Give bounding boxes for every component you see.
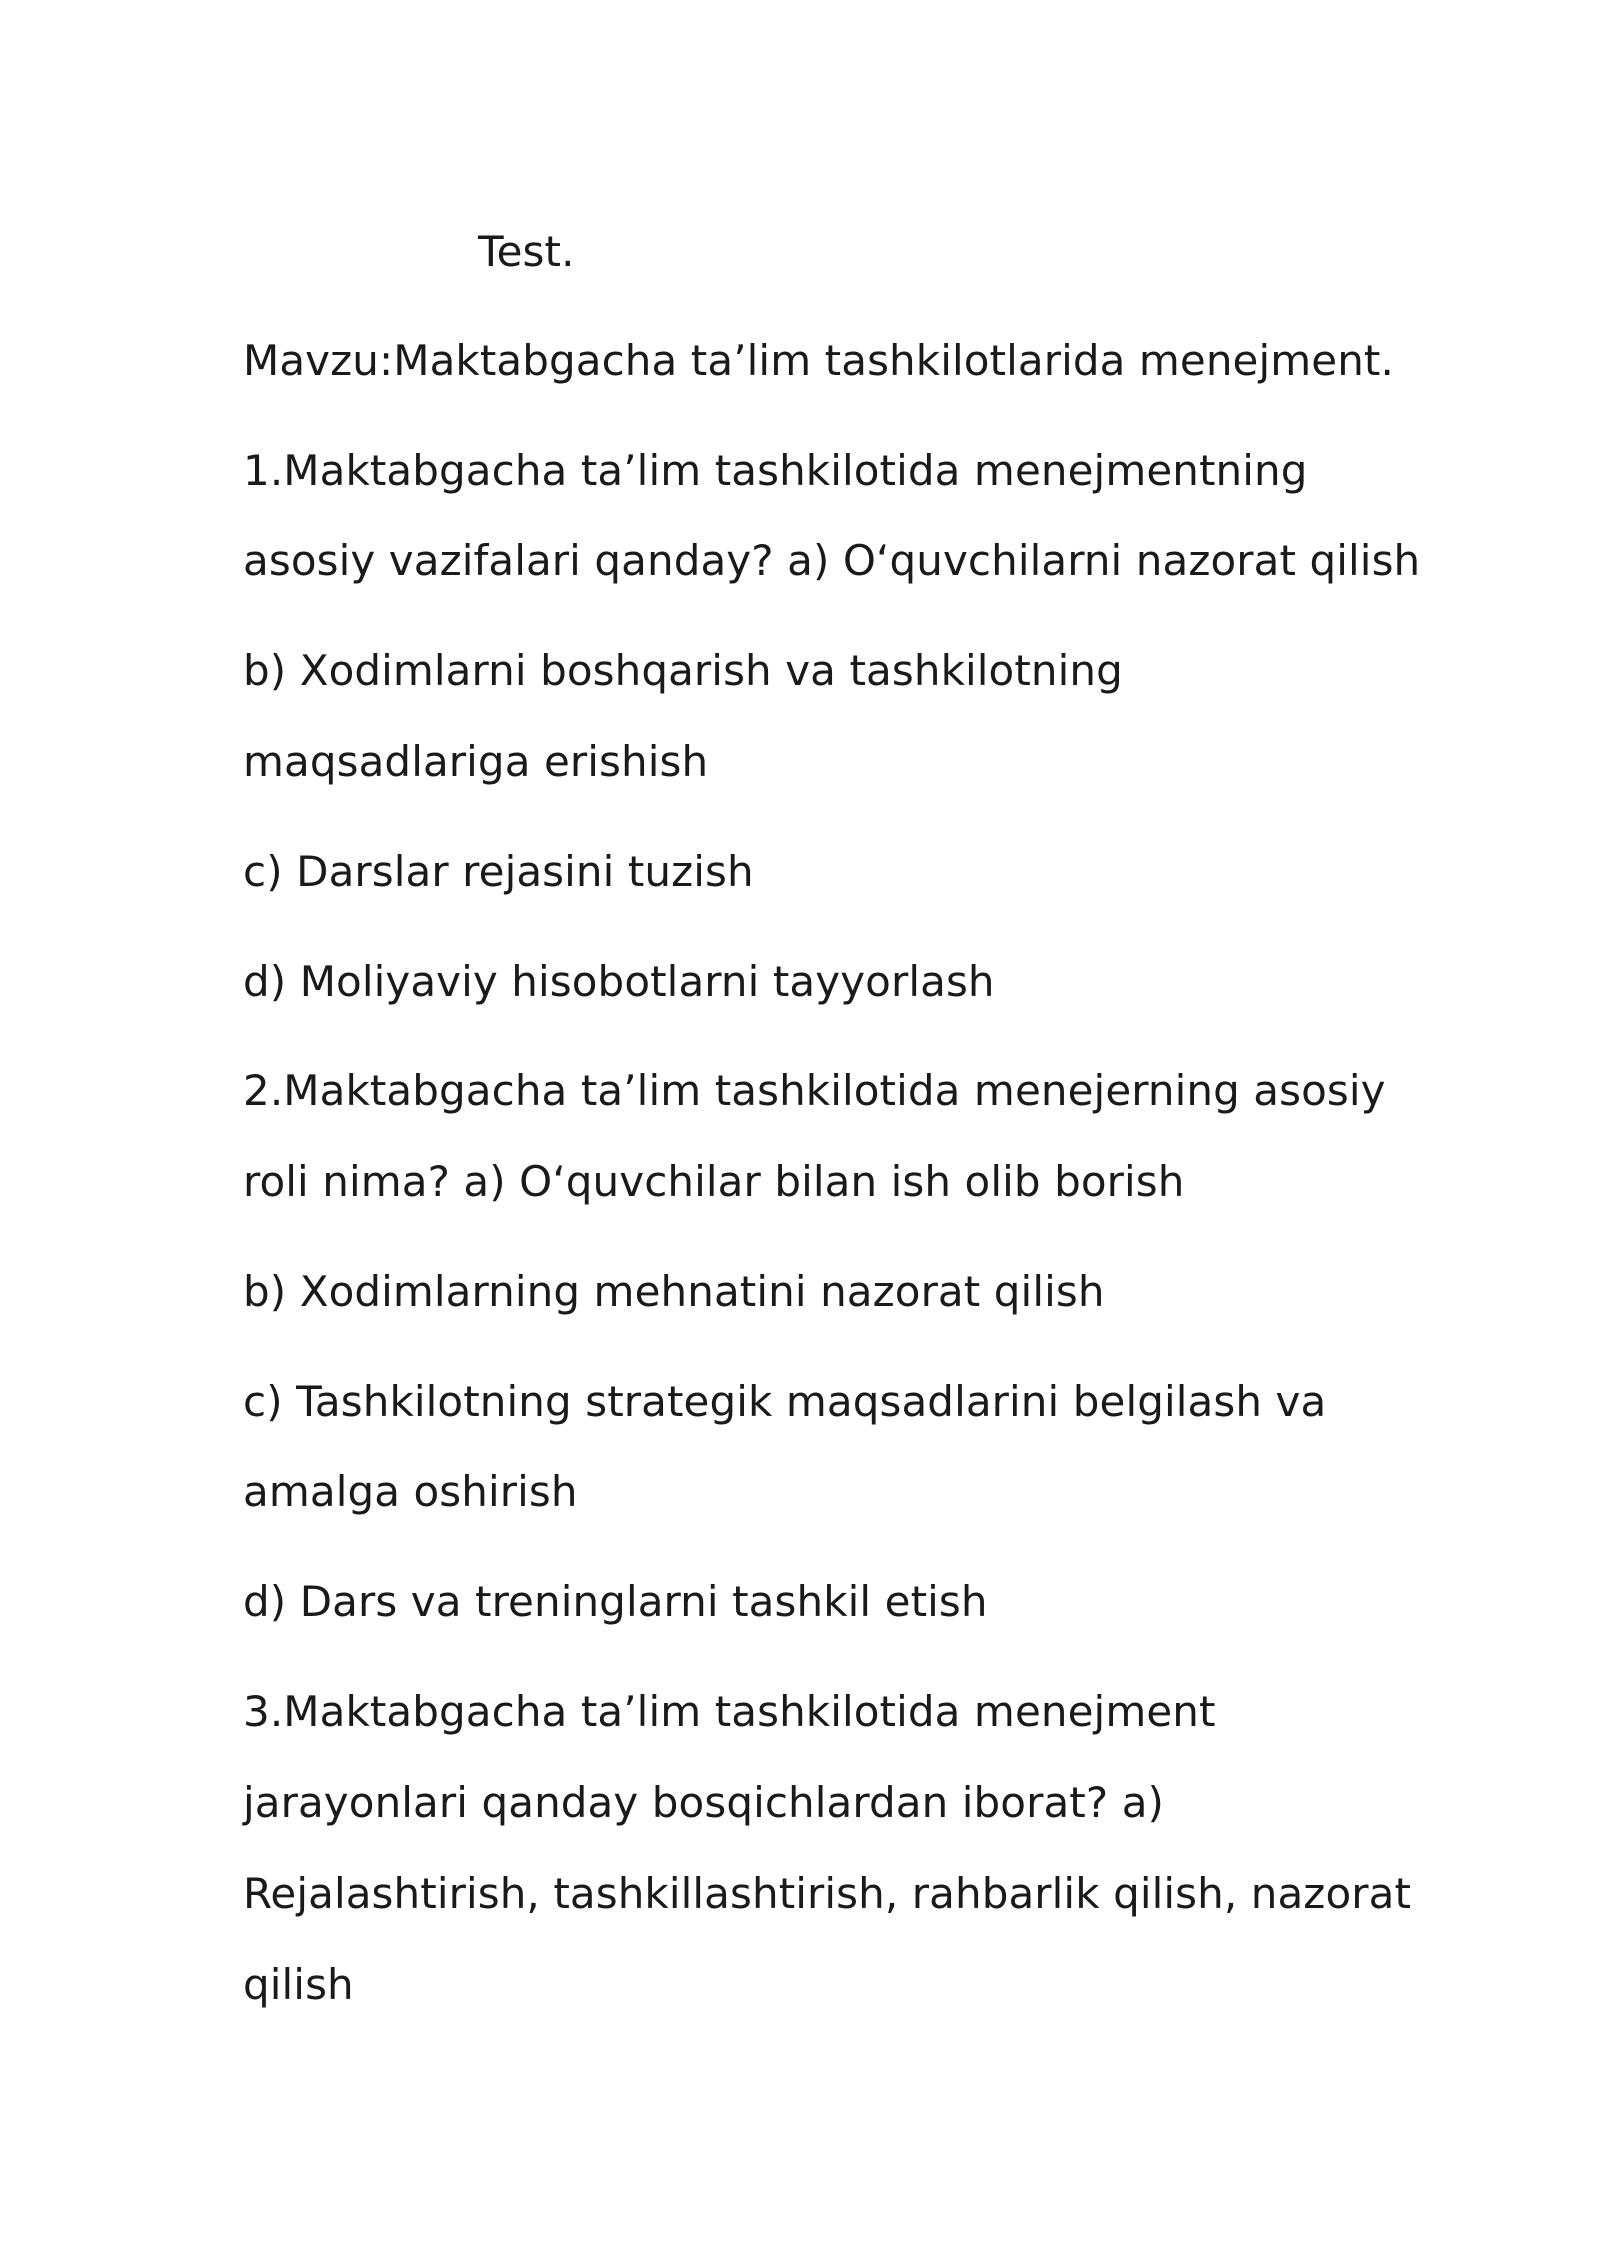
question-1-text-line-1: 1.Maktabgacha ta’lim tashkilotida menejmentning: [243, 446, 1308, 495]
question-2-option-c-line-2: amalga oshirish: [243, 1467, 578, 1516]
document-topic: Mavzu:Maktabgacha ta’lim tashkilotlarida menejment.: [243, 336, 1394, 385]
question-2-text-line-1: 2.Maktabgacha ta’lim tashkilotida menejerning asosiy: [243, 1066, 1386, 1115]
question-3-text-line-3: Rejalashtirish, tashkillashtirish, rahbarlik qilish, nazorat: [243, 1869, 1412, 1918]
question-1-option-b-line-1: b) Xodimlarni boshqarish va tashkilotning: [243, 646, 1123, 695]
question-1-text-line-2: asosiy vazifalari qanday? a) O‘quvchilarni nazorat qilish: [243, 536, 1421, 585]
question-1-option-d: d) Moliyaviy hisobotlarni tayyorlash: [243, 957, 995, 1006]
question-3-text-line-1: 3.Maktabgacha ta’lim tashkilotida menejment: [243, 1687, 1216, 1736]
question-2-text-line-2: roli nima? a) O‘quvchilar bilan ish olib borish: [243, 1157, 1185, 1206]
question-1-option-c: c) Darslar rejasini tuzish: [243, 847, 754, 896]
question-2-option-b: b) Xodimlarning mehnatini nazorat qilish: [243, 1267, 1105, 1316]
question-1-option-b-line-2: maqsadlariga erishish: [243, 737, 709, 786]
question-3-text-line-2: jarayonlari qanday bosqichlardan iborat? a): [243, 1778, 1165, 1827]
document-title: Test.: [478, 227, 575, 276]
question-2-option-c-line-1: c) Tashkilotning strategik maqsadlarini belgilash va: [243, 1377, 1327, 1426]
question-2-option-d: d) Dars va treninglarni tashkil etish: [243, 1577, 988, 1626]
question-3-text-line-4: qilish: [243, 1960, 354, 2009]
